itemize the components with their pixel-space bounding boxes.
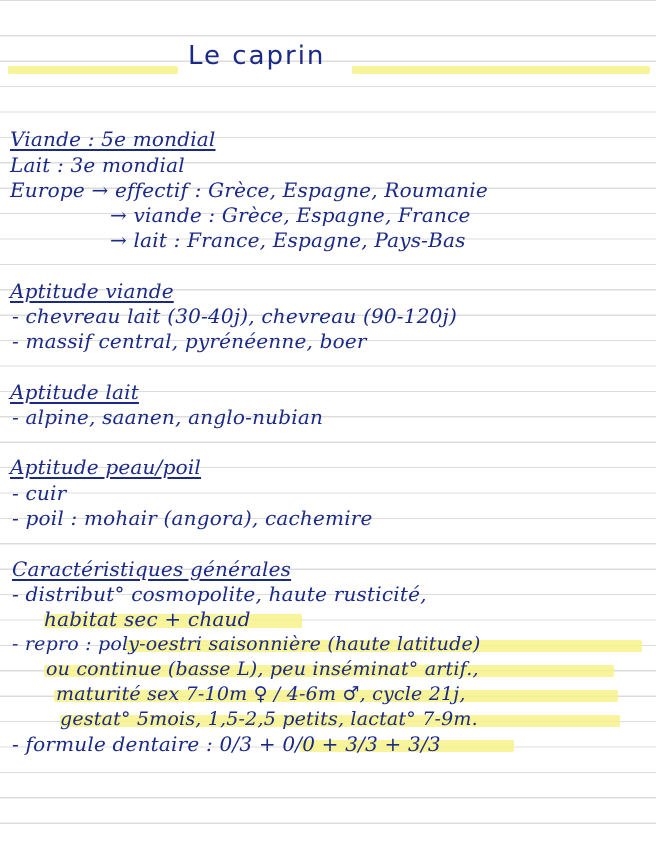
section-heading: Aptitude lait	[10, 380, 139, 404]
note-line: → lait : France, Espagne, Pays-Bas	[110, 228, 466, 252]
list-item-continuation: gestat° 5mois, 1,5-2,5 petits, lactat° 7-9m.	[60, 708, 478, 730]
section-heading: Aptitude viande	[10, 279, 174, 303]
list-item: - distribut° cosmopolite, haute rusticité,	[12, 582, 427, 606]
list-item: - chevreau lait (30-40j), chevreau (90-120j)	[12, 304, 457, 328]
list-item: - alpine, saanen, anglo-nubian	[12, 405, 324, 429]
note-line: → viande : Grèce, Espagne, France	[110, 203, 471, 227]
list-item: - cuir	[12, 481, 67, 505]
note-line: Europe → effectif : Grèce, Espagne, Roumanie	[10, 178, 488, 202]
list-item: - poil : mohair (angora), cachemire	[12, 506, 373, 530]
section-heading: Caractéristiques générales	[12, 557, 292, 581]
list-item: - massif central, pyrénéenne, boer	[12, 329, 367, 353]
note-line: Lait : 3e mondial	[10, 153, 185, 177]
list-item-continuation: habitat sec + chaud	[44, 607, 251, 631]
list-item: - formule dentaire : 0/3 + 0/0 + 3/3 + 3/3	[12, 732, 441, 756]
title-highlight-right	[352, 66, 650, 74]
list-item-continuation: maturité sex 7-10m ♀ / 4-6m ♂, cycle 21j,	[56, 683, 466, 705]
list-item: - repro : poly-oestri saisonnière (haute latitude)	[12, 633, 481, 655]
page-title: Le caprin	[188, 41, 326, 71]
title-highlight-left	[8, 66, 178, 74]
section-heading: Aptitude peau/poil	[10, 455, 202, 479]
list-item-continuation: ou continue (basse L), peu inséminat° artif.,	[46, 658, 479, 680]
note-line: Viande : 5e mondial	[10, 127, 216, 151]
